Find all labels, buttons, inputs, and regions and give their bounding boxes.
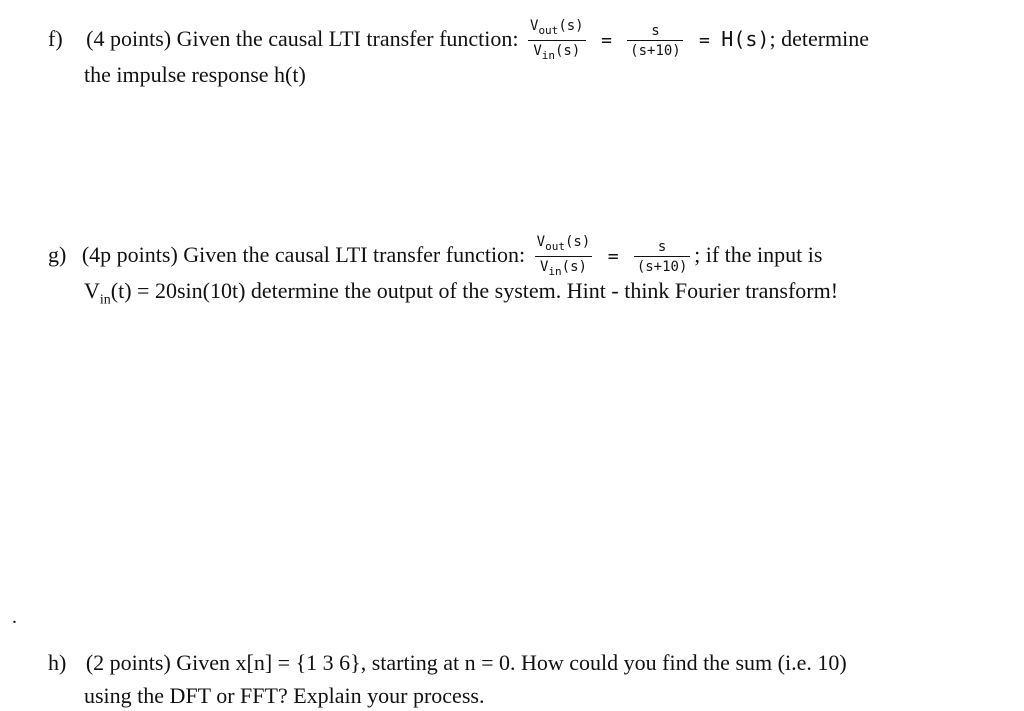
stray-dot: . (12, 606, 17, 628)
fraction-denominator: $V_{in}(s)$ (533, 42, 581, 62)
question-g-line1 (48, 234, 822, 280)
question-f-label: f) (48, 25, 63, 51)
fraction-denominator: $V_{in}(s)$ (539, 258, 587, 278)
transfer-fraction-g (535, 234, 593, 280)
rhs-fraction-f (627, 23, 683, 59)
equals-sign: = (698, 29, 710, 51)
question-f-line1 (48, 18, 869, 64)
fraction-numerator: $V_{out}(s)$ (530, 18, 584, 37)
equals-sign: = (601, 29, 612, 51)
question-g-text: (4p points) Given the causal LTI transfer function: (81, 241, 526, 267)
rhs-numerator: s (657, 238, 667, 255)
rhs-fraction-g (634, 239, 690, 275)
question-f-text: (4 points) Given the causal LTI transfer function: (86, 25, 519, 51)
fraction-numerator: $V_{out}(s)$ (536, 234, 591, 253)
question-h-line1 (48, 648, 847, 678)
vin-subscript: in (99, 292, 111, 308)
rhs-denominator: (s+10) (630, 42, 681, 59)
equals-sign: = (607, 245, 619, 267)
question-f-tail: ; determine (769, 25, 870, 51)
hs-term: H(s) (721, 26, 770, 51)
question-g-line2 (84, 276, 838, 315)
question-g-tail: ; if the input is (694, 241, 823, 267)
rhs-numerator: s (651, 22, 660, 39)
question-h-label: h) (48, 650, 67, 675)
question-h-line2: using the DFT or FFT? Explain your process. (84, 683, 485, 708)
question-g-label: g) (48, 241, 67, 267)
vin-symbol: V (84, 278, 100, 303)
rhs-denominator: (s+10) (636, 258, 688, 275)
question-g-line2-text: (t) = 20sin(10t) determine the output of the system. Hint - think Fourier transform! (110, 278, 839, 303)
question-h-text: (2 points) Given x[n] = {1 3 6}, starting at n = 0. How could you find the sum (i.e. 10) (85, 650, 847, 675)
question-f-line2: the impulse response h(t) (84, 62, 306, 87)
transfer-fraction-f (528, 18, 586, 64)
